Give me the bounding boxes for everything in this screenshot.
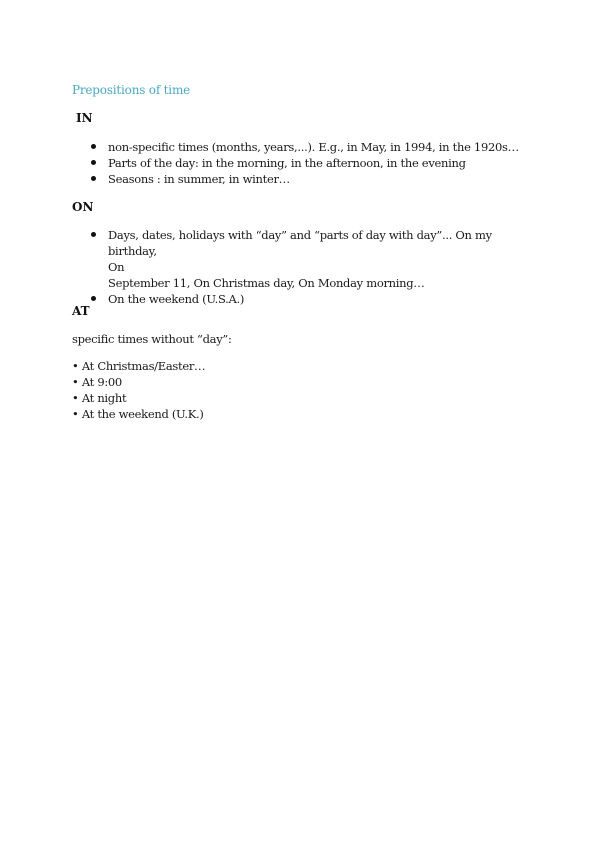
list-item xyxy=(72,155,532,171)
plain-list-at xyxy=(72,358,205,422)
list-item-text: Parts of the day: in the morning, in the afternoon, in the evening xyxy=(108,156,466,170)
list-item-text: Seasons : in summer, in winter… xyxy=(108,172,290,186)
page-title: Prepositions of time xyxy=(72,83,191,97)
list-item-text: non-specific times (months, years,...). E.g., in May, in 1994, in the 1920s… xyxy=(108,140,519,154)
list-item-text: On the weekend (U.S.A.) xyxy=(108,292,245,306)
list-item: • At the weekend (U.K.) xyxy=(72,407,204,421)
list-item xyxy=(72,171,532,187)
bullet-icon xyxy=(91,176,96,181)
section-heading-at: AT xyxy=(72,304,90,318)
list-item-line: On xyxy=(108,260,125,274)
bullet-list-on xyxy=(72,227,532,307)
list-item-line: September 11, On Christmas day, On Monday morning… xyxy=(108,276,425,290)
section-heading-on: ON xyxy=(72,200,94,214)
list-item: • At Christmas/Easter… xyxy=(72,359,206,373)
section-intro-at: specific times without “day”: xyxy=(72,332,232,346)
list-item xyxy=(72,139,532,155)
section-heading-in: IN xyxy=(76,111,93,125)
bullet-icon xyxy=(91,296,96,301)
list-item: • At night xyxy=(72,391,127,405)
list-item-line: Days, dates, holidays with “day” and “parts of day with day”... On my birthday, xyxy=(108,228,492,258)
bullet-icon xyxy=(91,144,96,149)
list-item xyxy=(72,291,532,307)
list-item xyxy=(72,227,532,291)
bullet-list-in xyxy=(72,139,532,187)
bullet-icon xyxy=(91,232,96,237)
list-item: • At 9:00 xyxy=(72,375,122,389)
bullet-icon xyxy=(91,160,96,165)
